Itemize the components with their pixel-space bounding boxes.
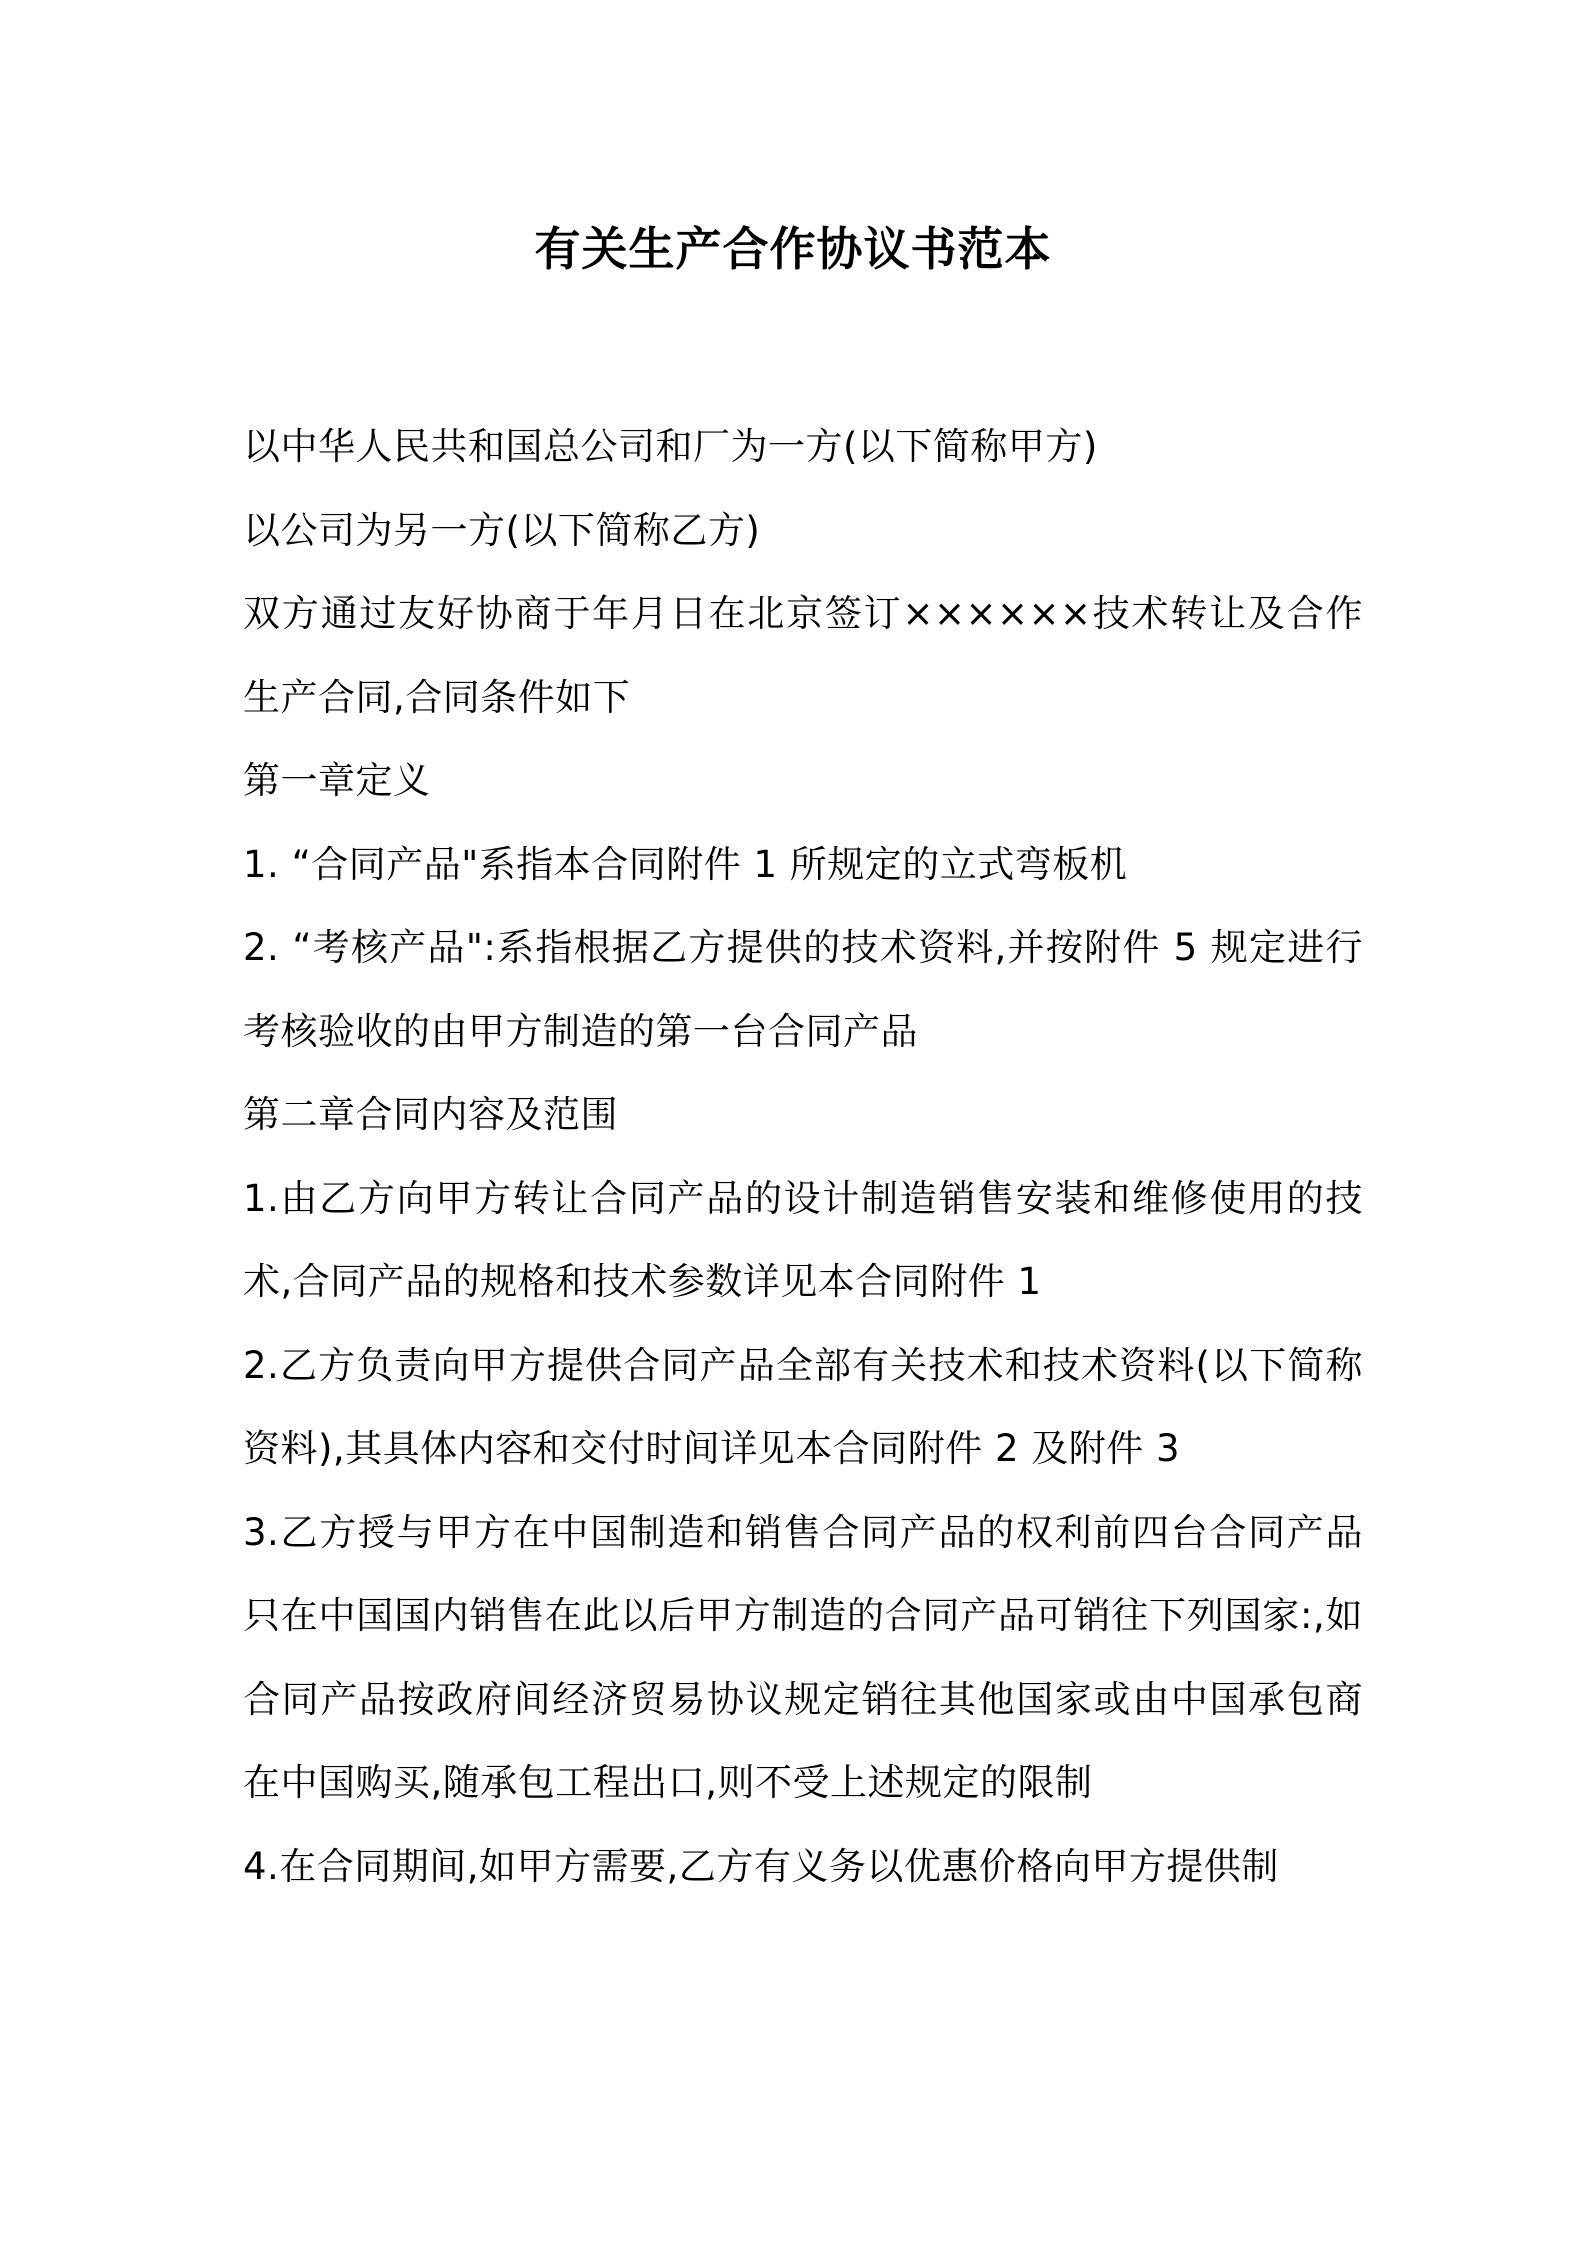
clause-2-2: 2.乙方负责向甲方提供合同产品全部有关技术和技术资料(以下简称资料),其具体内容和交付时间详见本合同附件 2 及附件 3 — [243, 1343, 1363, 1470]
clause-1-2: 2. “考核产品":系指根据乙方提供的技术资料,并按附件 5 规定进行考核验收的由甲方制造的第一台合同产品 — [243, 926, 1363, 1053]
clause-2-4: 4.在合同期间,如甲方需要,乙方有义务以优惠价格向甲方提供制 — [243, 1844, 1279, 1888]
clause-2-3: 3.乙方授与甲方在中国制造和销售合同产品的权利前四台合同产品只在中国国内销售在此以后甲方制造的合同产品可销往下列国家:,如合同产品按政府间经济贸易协议规定销往其他国家或由中国承包商在中国购买,随承包工程出口,则不受上述规定的限制 — [243, 1510, 1363, 1804]
document-body — [243, 405, 1363, 1908]
paragraph-parties-a: 以中华人民共和国总公司和厂为一方(以下简称甲方) — [243, 425, 1098, 468]
clause-1-1: 1. “合同产品"系指本合同附件 1 所规定的立式弯板机 — [243, 842, 1128, 886]
clause-2-1: 1.由乙方向甲方转让合同产品的设计制造销售安装和维修使用的技术,合同产品的规格和技术参数详见本合同附件 1 — [243, 1176, 1363, 1303]
paragraph-parties-b: 以公司为另一方(以下简称乙方) — [243, 508, 761, 552]
chapter-heading-definitions: 第一章定义 — [243, 759, 431, 802]
chapter-heading-scope: 第二章合同内容及范围 — [243, 1093, 618, 1136]
paragraph-preamble: 双方通过友好协商于年月日在北京签订××××××技术转让及合作生产合同,合同条件如下 — [243, 592, 1363, 719]
document-title: 有关生产合作协议书范本 — [534, 222, 1052, 276]
